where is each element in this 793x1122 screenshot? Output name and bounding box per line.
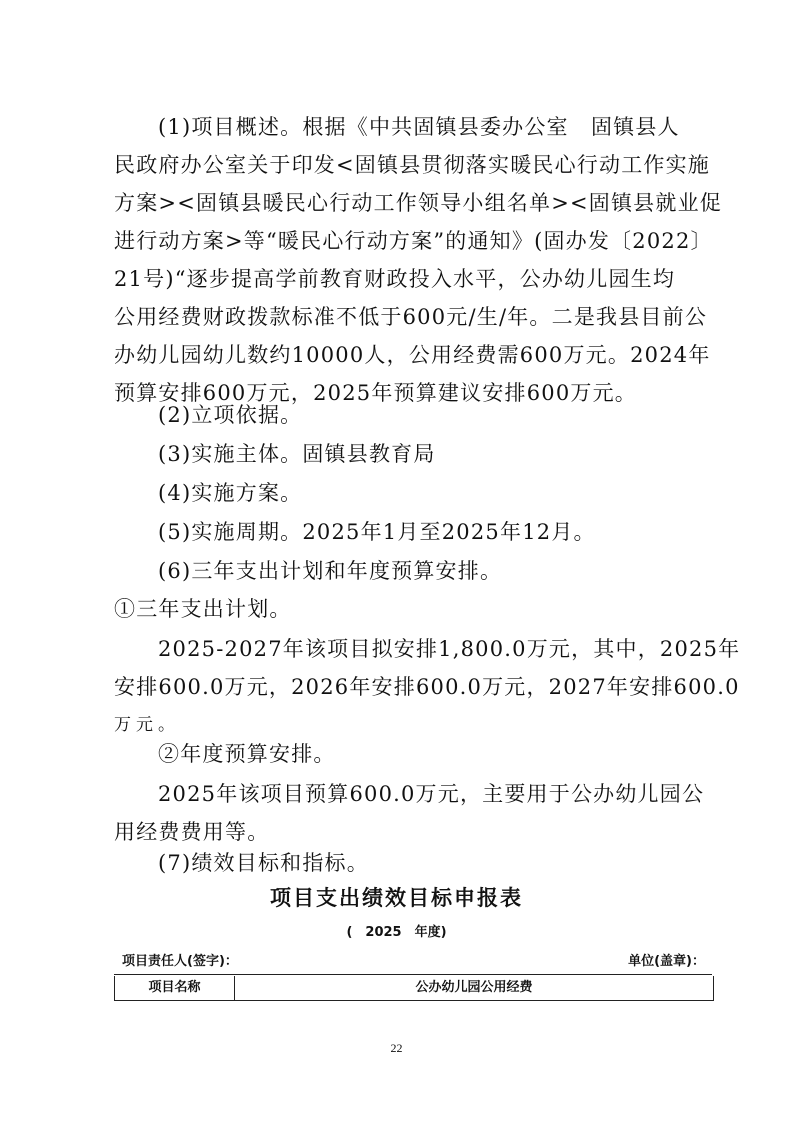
item-three-year: (6)三年支出计划和年度预算安排。 <box>158 559 503 583</box>
item-annual-budget: ②年度预算安排。 <box>158 742 336 766</box>
three-year-plan-paragraph <box>114 630 741 744</box>
page-number: 22 <box>390 1041 403 1055</box>
responsible-person-label: 项目责任人(签字)： <box>122 954 238 969</box>
item-basis: (2)立项依据。 <box>158 403 303 427</box>
text-line: (1)项目概述。根据《中共固镇县委办公室 固镇县人 <box>158 115 680 139</box>
project-name-label: 项目名称 <box>115 976 235 1000</box>
unit-seal-label: 单位(盖章)： <box>628 954 705 969</box>
text-line: 2025年该项目预算600.0万元，主要用于公办幼儿园公 <box>158 782 705 806</box>
table-row <box>114 976 714 1001</box>
project-overview-paragraph <box>114 108 722 412</box>
text-line: 预算安排600万元，2025年预算建议安排600万元。 <box>114 381 638 405</box>
item-subject: (3)实施主体。固镇县教育局 <box>158 442 436 466</box>
text-line: 安排600.0万元，2026年安排600.0万元，2027年安排600.0 <box>114 675 740 699</box>
table-top-border <box>114 974 712 975</box>
table-year: ( 2025 年度) <box>346 925 447 940</box>
project-name-value: 公办幼儿园公用经费 <box>415 980 533 995</box>
item-plan: (4)实施方案。 <box>158 481 303 505</box>
text-line: 21号)“逐步提高学前教育财政投入水平，公办幼儿园生均 <box>114 267 676 291</box>
text-line: 2025-2027年该项目拟安排1,800.0万元，其中，2025年 <box>158 637 741 661</box>
text-line: 公用经费财政拨款标准不低于600元/生/年。二是我县目前公 <box>114 305 708 329</box>
item-goals: (7)绩效目标和指标。 <box>158 851 369 875</box>
item-three-year-plan: ①三年支出计划。 <box>114 597 292 621</box>
text-line: 民政府办公室关于印发<固镇县贯彻落实暖民心行动工作实施 <box>114 153 710 177</box>
table-title: 项目支出绩效目标申报表 <box>270 886 523 910</box>
text-line: 办幼儿园幼儿数约10000人，公用经费需600万元。2024年 <box>114 343 711 367</box>
item-period: (5)实施周期。2025年1月至2025年12月。 <box>158 520 596 544</box>
annual-budget-paragraph <box>114 775 705 851</box>
text-line: 进行动方案>等“暖民心行动方案”的通知》(固办发〔2022〕 <box>114 229 713 253</box>
text-line: 用经费费用等。 <box>114 820 270 844</box>
text-line: 万元。 <box>114 715 180 735</box>
text-line: 方案><固镇县暖民心行动工作领导小组名单><固镇县就业促 <box>114 191 722 215</box>
